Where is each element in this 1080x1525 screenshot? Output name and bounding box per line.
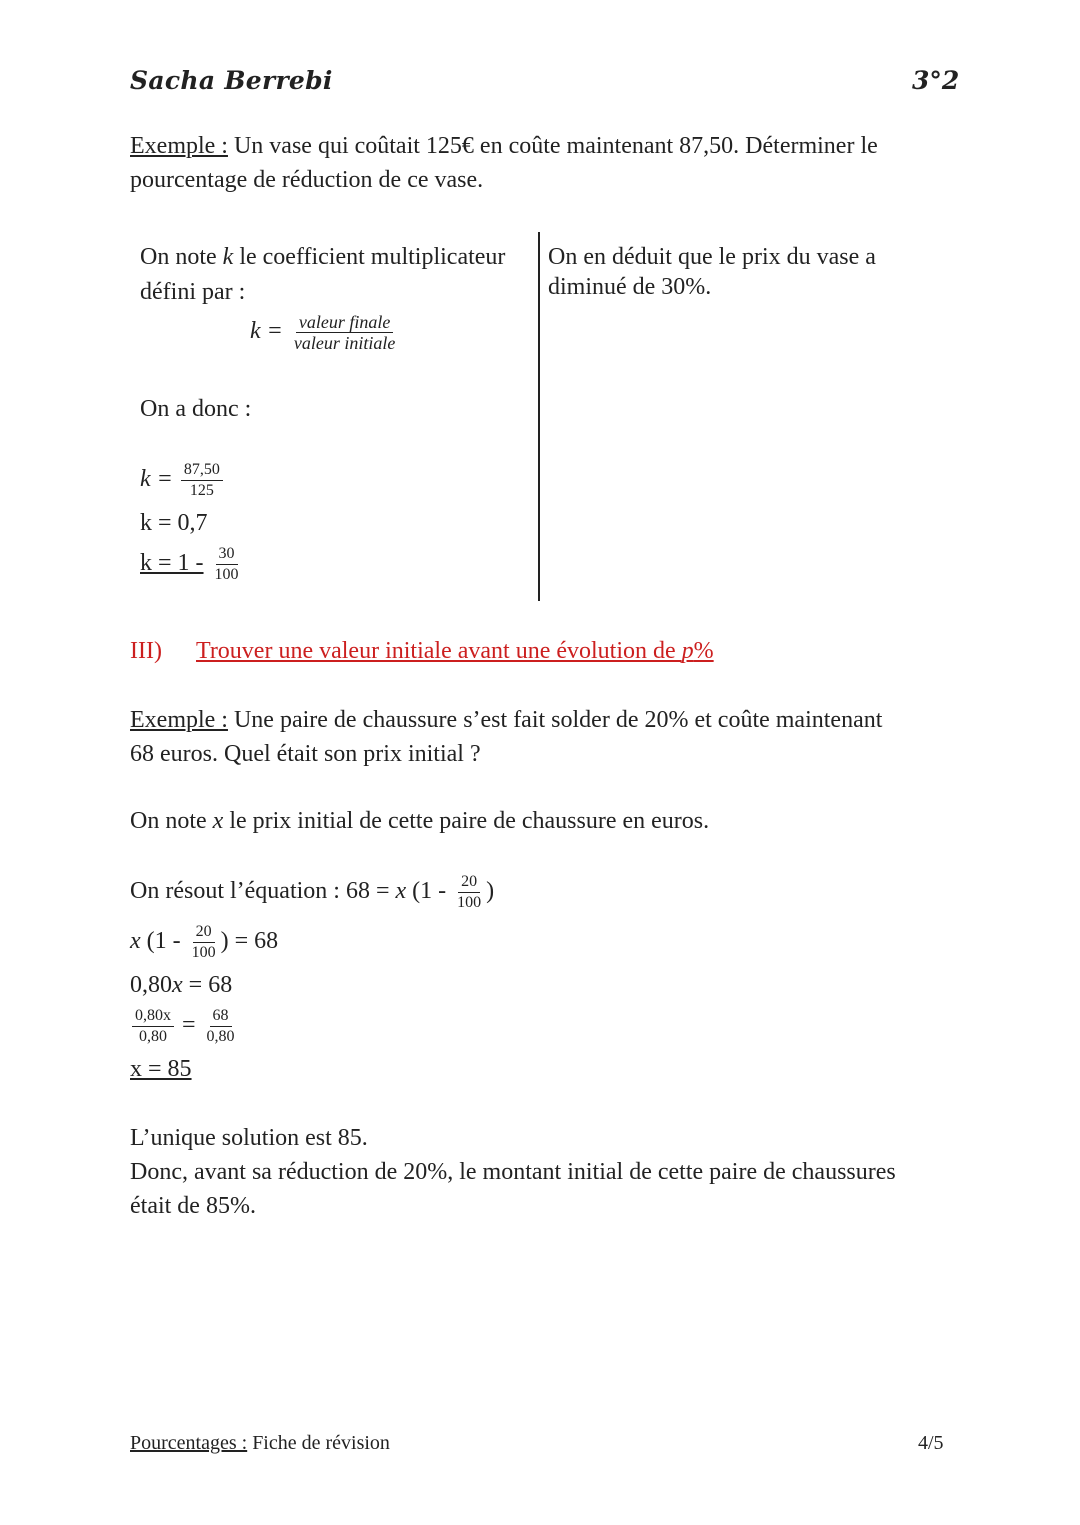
example2-line1 [130,703,882,737]
column-divider [538,232,540,601]
equation-3 [140,544,244,585]
eq3-fraction [212,544,242,585]
text: 0,80 [130,972,172,998]
step3-right-numerator: 68 [210,1006,232,1027]
conclusion-line3: était de 85%. [130,1193,256,1219]
eq1-lhs: k = [140,466,173,493]
text: (1 - [140,928,181,955]
text: Trouver une valeur initiale avant une évolution de [196,638,682,664]
def-fraction [291,312,398,353]
text: le coefficient multiplicateur [233,244,506,270]
text: On résout l’équation : 68 = [130,878,396,905]
conclusion-line1: L’unique solution est 85. [130,1125,368,1151]
var-k: k [222,244,234,270]
class-label: 3°2 [912,66,960,95]
footer-text: Fiche de révision [247,1432,390,1454]
eq1-fraction [181,460,223,501]
eq1-numerator: 87,50 [181,460,223,481]
step3-left-numerator: 0,80x [132,1006,174,1027]
example1-line2: pourcentage de réduction de ce vase. [130,167,484,193]
resolution-step-1 [130,922,278,963]
step1-denominator: 100 [191,944,216,961]
step3-right-fraction [204,1006,238,1047]
text: On note [140,244,223,270]
equals-sign: = [182,1012,196,1039]
eq3-numerator: 30 [216,544,238,565]
intro-numerator: 20 [458,872,480,893]
right-col-line1: On en déduit que le prix du vase a [548,244,876,270]
section-title [196,638,714,665]
equation-intro [130,872,494,913]
author-name: Sacha Berrebi [130,66,333,95]
def-denominator: valeur initiale [293,333,396,353]
def-numerator: valeur finale [296,312,393,333]
resolution-step-3 [130,1006,240,1047]
text: % [693,638,714,664]
eq1-denominator: 125 [189,482,214,499]
example1-line1 [130,129,878,163]
intro-denominator: 100 [457,894,482,911]
footer-label: Pourcentages : [130,1432,248,1454]
right-col-line2: diminué de 30%. [548,274,712,300]
step3-right-denominator: 0,80 [206,1028,235,1045]
example1-text: Un vase qui coûtait 125€ en coûte maintenant 87,50. Déterminer le [227,133,878,159]
var-x: x [130,928,141,955]
text: On note [130,808,213,834]
equation-1 [140,460,225,501]
page-number: 4/5 [918,1432,944,1454]
example2-label: Exemple : [130,707,228,733]
equation-2: k = 0,7 [140,510,208,536]
conclusion-line2: Donc, avant sa réduction de 20%, le montant initial de cette paire de chaussures [130,1159,896,1185]
eq3-denominator: 100 [214,566,239,583]
var-x: x [172,972,183,998]
text: = 68 [182,972,233,998]
step3-left-fraction [132,1006,174,1047]
donc-text: On a donc : [140,396,252,422]
example1-label: Exemple : [130,133,228,159]
var-x: x [212,808,224,834]
text: (1 - [406,878,447,905]
text: le prix initial de cette paire de chaussure en euros. [223,808,710,834]
example2-line2: 68 euros. Quel était son prix initial ? [130,741,481,767]
text: ) [486,878,495,905]
resolution-result: x = 85 [130,1056,192,1082]
example2-text: Une paire de chaussure s’est fait solder de 20% et coûte maintenant [227,707,883,733]
eq3-lhs: k = 1 - [140,550,204,577]
text: ) = 68 [220,928,279,955]
note-x-line [130,804,709,838]
def-lhs: k = [250,318,283,345]
footer-title [130,1432,390,1455]
step1-fraction [189,922,219,963]
intro-fraction [454,872,484,913]
left-col-line1 [140,240,505,274]
section-number: III) [130,638,162,664]
step1-numerator: 20 [193,922,215,943]
left-col-line2: défini par : [140,279,246,305]
var-p: p [681,638,694,664]
definition-formula [250,312,400,353]
resolution-step-2 [130,972,232,999]
var-x: x [395,878,407,905]
step3-left-denominator: 0,80 [139,1028,167,1045]
